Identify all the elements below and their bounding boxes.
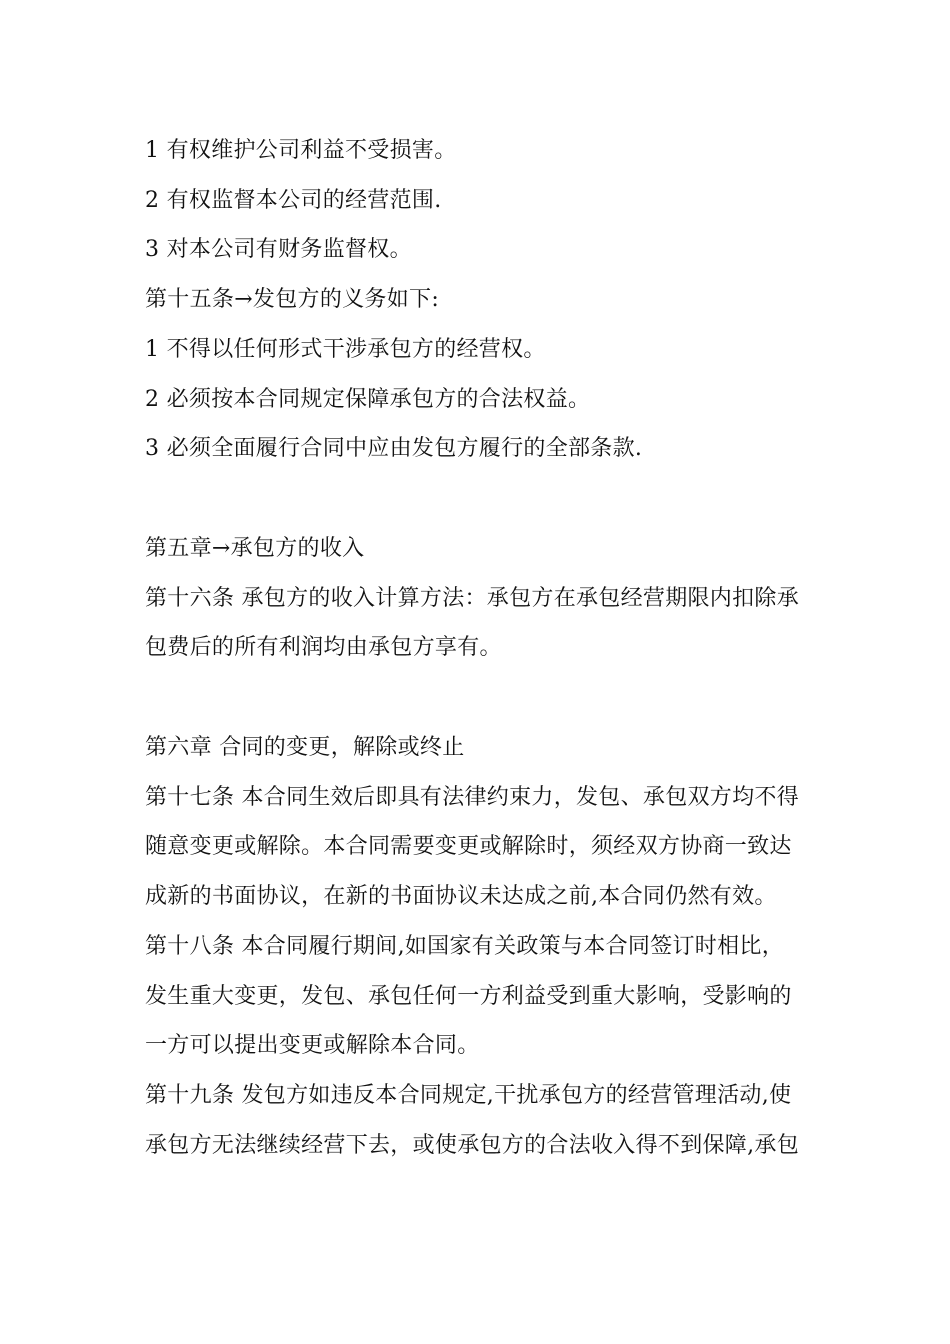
text-line: 2 必须按本合同规定保障承包方的合法权益。 xyxy=(145,387,591,412)
text-line: 随意变更或解除。本合同需要变更或解除时，须经双方协商一致达 xyxy=(145,834,792,859)
text-line: 2 有权监督本公司的经营范围. xyxy=(145,188,442,213)
text-line: 第十七条 本合同生效后即具有法律约束力，发包、承包双方均不得 xyxy=(145,785,799,810)
text-line: 发生重大变更，发包、承包任何一方利益受到重大影响，受影响的 xyxy=(145,984,792,1009)
text-line: 一方可以提出变更或解除本合同。 xyxy=(145,1033,480,1058)
text-line: 3 对本公司有财务监督权。 xyxy=(145,237,412,262)
text-line: 1 有权维护公司利益不受损害。 xyxy=(145,138,457,163)
text-line: 第十九条 发包方如违反本合同规定,干扰承包方的经营管理活动,使 xyxy=(145,1083,792,1108)
text-line: 1 不得以任何形式干涉承包方的经营权。 xyxy=(145,337,546,362)
text-line: 成新的书面协议，在新的书面协议未达成之前,本合同仍然有效。 xyxy=(145,884,777,909)
chapter-heading: 第六章 合同的变更，解除或终止 xyxy=(145,735,465,760)
text-line: 第十八条 本合同履行期间,如国家有关政策与本合同签订时相比， xyxy=(145,934,784,959)
text-line: 承包方无法继续经营下去，或使承包方的合法收入得不到保障,承包 xyxy=(145,1133,799,1158)
text-line: 第十五条→发包方的义务如下: xyxy=(145,287,440,312)
text-line: 包费后的所有利润均由承包方享有。 xyxy=(145,635,502,660)
text-line: 第十六条 承包方的收入计算方法：承包方在承包经营期限内扣除承 xyxy=(145,586,799,611)
chapter-heading: 第五章→承包方的收入 xyxy=(145,536,365,561)
text-line: 3 必须全面履行合同中应由发包方履行的全部条款. xyxy=(145,436,643,461)
